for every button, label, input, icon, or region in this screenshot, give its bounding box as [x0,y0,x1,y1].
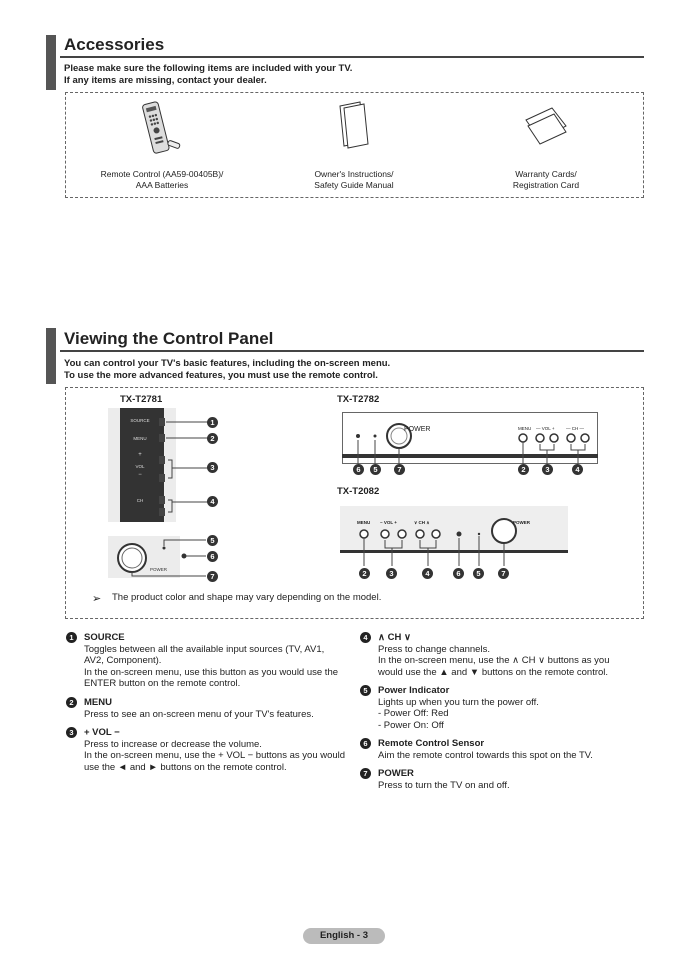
desc-ch [363,632,660,678]
accessory-manual-label [274,169,434,191]
section-rule [60,56,644,58]
small-power-text: POWER [150,567,168,572]
intro-line: Please make sure the following items are included with your TV. [64,63,353,74]
intro-line: To use the more advanced features, you must use the remote control. [64,370,378,381]
callout-5: 5 [207,535,218,546]
desc-line: ENTER button on the remote control. [84,678,241,689]
side-vol-text: VOL [135,464,145,469]
callout-4: 4 [572,464,583,475]
warranty-cards-icon [522,104,570,146]
section-rule [60,350,644,352]
accessories-intro [64,63,352,87]
desc-line: Press to turn the TV on and off. [378,779,510,791]
callout-2: 2 [359,568,370,579]
callout-2: 2 [207,433,218,444]
desc-power-indicator [363,685,660,731]
desc-heading: POWER [378,768,414,779]
label-line: Warranty Cards/ [515,169,577,179]
panel-b-power-text: POWER [404,426,431,433]
desc-line: Press to increase or decrease the volume. [84,738,262,750]
callout-5: 5 [370,464,381,475]
model-label: TX-T2781 [120,394,163,405]
desc-remote-sensor [363,738,660,761]
accessory-remote-label [82,169,242,191]
desc-line: In the on-screen menu, use this button as you would use the [84,666,339,678]
desc-line: In the on-screen menu, use the ∧ CH ∨ buttons as you [378,655,610,666]
callout-6: 6 [353,464,364,475]
desc-source [69,632,366,690]
label-line: AAA Batteries [135,180,189,190]
callout-3: 3 [386,568,397,579]
desc-line: - Power On: Off [378,719,444,731]
number-badge: 6 [360,738,371,749]
intro-line: If any items are missing, contact your dealer. [64,75,267,86]
panel-c-diagram [340,504,570,572]
number-badge: 4 [360,632,371,643]
intro-line: You can control your TV's basic features, including the on-screen menu. [64,358,391,369]
page-footer: English - 3 [303,928,385,944]
callout-6: 6 [453,568,464,579]
number-badge: 3 [66,727,77,738]
desc-line: use the ◄ and ► buttons on the remote control. [84,761,287,773]
desc-line: - Power Off: Red [378,708,449,719]
control-panel-intro [64,358,390,382]
desc-vol [69,727,366,773]
callout-3: 3 [542,464,553,475]
model-label: TX-T2082 [337,486,380,497]
model-label: TX-T2782 [337,394,380,405]
desc-menu [69,697,366,720]
section-title-control-panel: Viewing the Control Panel [64,329,274,348]
label-line: Safety Guide Manual [314,180,394,190]
desc-heading: Power Indicator [378,685,450,696]
side-plus-text: + [138,452,142,458]
number-badge: 7 [360,768,371,779]
section-bar [46,35,56,90]
panel-c-power-text: POWER [513,520,531,525]
label-line: Registration Card [512,180,580,190]
number-badge: 1 [66,632,77,643]
desc-line: Lights up when you turn the power off. [378,696,539,708]
desc-power [363,768,660,791]
desc-heading: Remote Control Sensor [378,738,485,749]
note-arrow-icon: ➢ [92,593,102,605]
section-bar [46,328,56,384]
number-badge: 2 [66,697,77,708]
label-line: Owner's Instructions/ [314,169,394,179]
desc-line: would use the ▲ and ▼ buttons on the remote control. [378,666,609,678]
label-line: Remote Control (AA59-00405B)/ [100,169,224,179]
callout-4: 4 [207,496,218,507]
side-minus-text: − [138,472,142,478]
panel-b-vol-text: — VOL + [536,426,555,431]
desc-heading: + VOL − [84,727,120,738]
panel-b-ch-text: — CH — [566,426,584,431]
section-title-accessories: Accessories [64,35,165,54]
callout-7: 7 [207,571,218,582]
panel-c-menu-text: MENU [357,520,371,525]
remote-control-icon [138,98,186,158]
desc-line: AV2, Component). [84,655,162,666]
manual-booklet-icon [334,100,374,150]
callout-6: 6 [207,551,218,562]
callout-3: 3 [207,462,218,473]
desc-line: In the on-screen menu, use the + VOL − buttons as you would [84,750,346,761]
accessory-cards-label [466,169,626,191]
callout-7: 7 [498,568,509,579]
callout-2: 2 [518,464,529,475]
panel-c-vol-text: − VOL + [380,520,397,525]
callout-1: 1 [207,417,218,428]
callout-4: 4 [422,568,433,579]
desc-line: Aim the remote control towards this spot on the TV. [378,749,593,761]
panel-c-ch-text: ∨ CH ∧ [414,520,430,525]
side-menu-text: MENU [133,436,147,441]
desc-line: Press to see an on-screen menu of your TV's features. [84,708,314,720]
desc-heading: ∧ CH ∨ [378,632,411,643]
number-badge: 5 [360,685,371,696]
callout-7: 7 [394,464,405,475]
desc-heading: SOURCE [84,632,125,643]
side-source-text: SOURCE [130,418,150,423]
desc-heading: MENU [84,697,112,708]
front-power-diagram [108,532,218,584]
desc-line: Toggles between all the available input sources (TV, AV1, [84,643,325,655]
desc-line: Press to change channels. [378,643,490,655]
model-note: The product color and shape may vary depending on the model. [112,592,382,603]
callout-5: 5 [473,568,484,579]
side-ch-text: CH [136,498,144,503]
panel-b-menu-text: MENU [518,426,532,431]
